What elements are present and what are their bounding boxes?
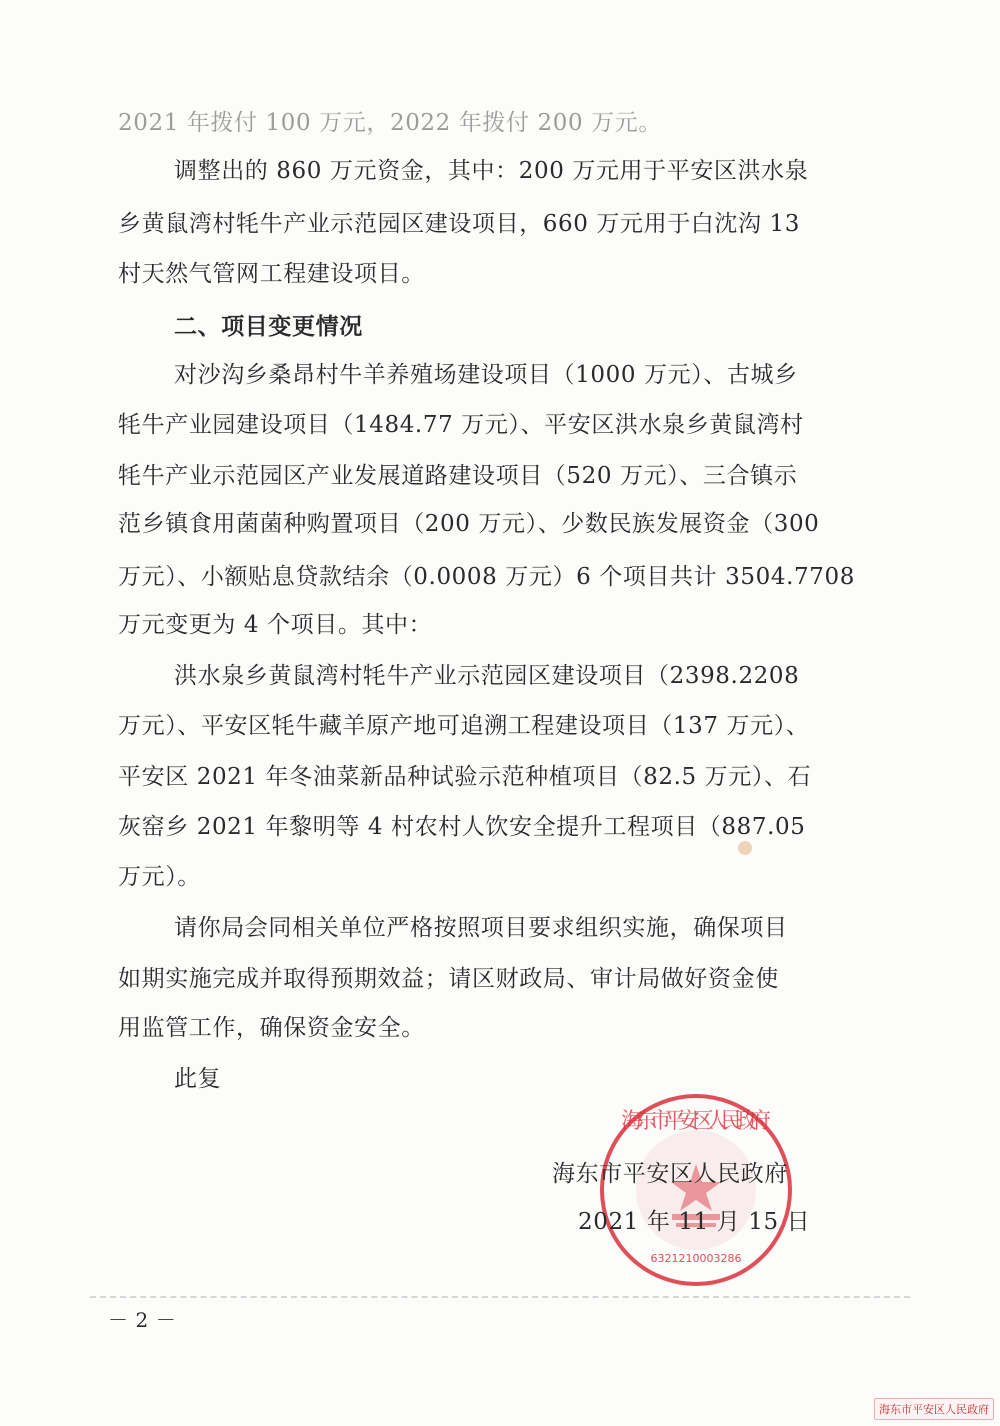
footer-divider — [90, 1296, 910, 1298]
body-line-18: 如期实施完成并取得预期效益；请区财政局、审计局做好资金使 — [118, 966, 779, 992]
body-line-6: 对沙沟乡桑昂村牛羊养殖场建设项目（1000 万元）、古城乡 — [174, 362, 798, 388]
seal-text: 海东市平安区人民政府 — [621, 1109, 771, 1134]
body-line-14: 平安区 2021 年冬油菜新品种试验示范种植项目（82.5 万元）、石 — [118, 764, 812, 790]
site-watermark: 海东市平安区人民政府 — [874, 1398, 994, 1420]
ink-blot — [738, 841, 752, 855]
body-line-1: 2021 年拨付 100 万元，2022 年拨付 200 万元。 — [118, 110, 662, 136]
body-line-19: 用监管工作，确保资金安全。 — [118, 1015, 425, 1041]
body-line-12: 洪水泉乡黄鼠湾村牦牛产业示范园区建设项目（2398.2208 — [174, 663, 800, 689]
body-line-15: 灰窑乡 2021 年黎明等 4 村农村人饮安全提升工程项目（887.05 — [118, 814, 806, 840]
body-line-9: 范乡镇食用菌菌种购置项目（200 万元）、少数民族发展资金（300 — [118, 511, 820, 537]
body-line-13: 万元）、平安区牦牛藏羊原产地可追溯工程建设项目（137 万元）、 — [118, 713, 810, 739]
body-line-4: 村天然气管网工程建设项目。 — [118, 261, 425, 287]
seal-code: 6321210003286 — [650, 1252, 742, 1265]
body-line-11: 万元变更为 4 个项目。其中： — [118, 612, 433, 638]
body-line-10: 万元）、小额贴息贷款结余（0.0008 万元）6 个项目共计 3504.7708 — [118, 564, 855, 590]
body-line-16: 万元）。 — [118, 864, 201, 890]
official-seal — [596, 1090, 796, 1290]
body-line-2: 调整出的 860 万元资金，其中：200 万元用于平安区洪水泉 — [174, 158, 809, 184]
closing-phrase: 此复 — [174, 1066, 222, 1092]
body-line-3: 乡黄鼠湾村牦牛产业示范园区建设项目，660 万元用于白沈沟 13 — [118, 211, 800, 237]
section-heading: 二、项目变更情况 — [174, 313, 363, 340]
page-number: － 2 － — [108, 1308, 177, 1332]
body-line-8: 牦牛产业示范园区产业发展道路建设项目（520 万元）、三合镇示 — [118, 463, 798, 489]
body-line-17: 请你局会同相关单位严格按照项目要求组织实施，确保项目 — [174, 915, 788, 941]
body-line-7: 牦牛产业园建设项目（1484.77 万元）、平安区洪水泉乡黄鼠湾村 — [118, 412, 804, 438]
issuing-authority: 海东市平安区人民政府 — [552, 1161, 788, 1187]
issue-date: 2021 年 11 月 15 日 — [578, 1209, 811, 1235]
